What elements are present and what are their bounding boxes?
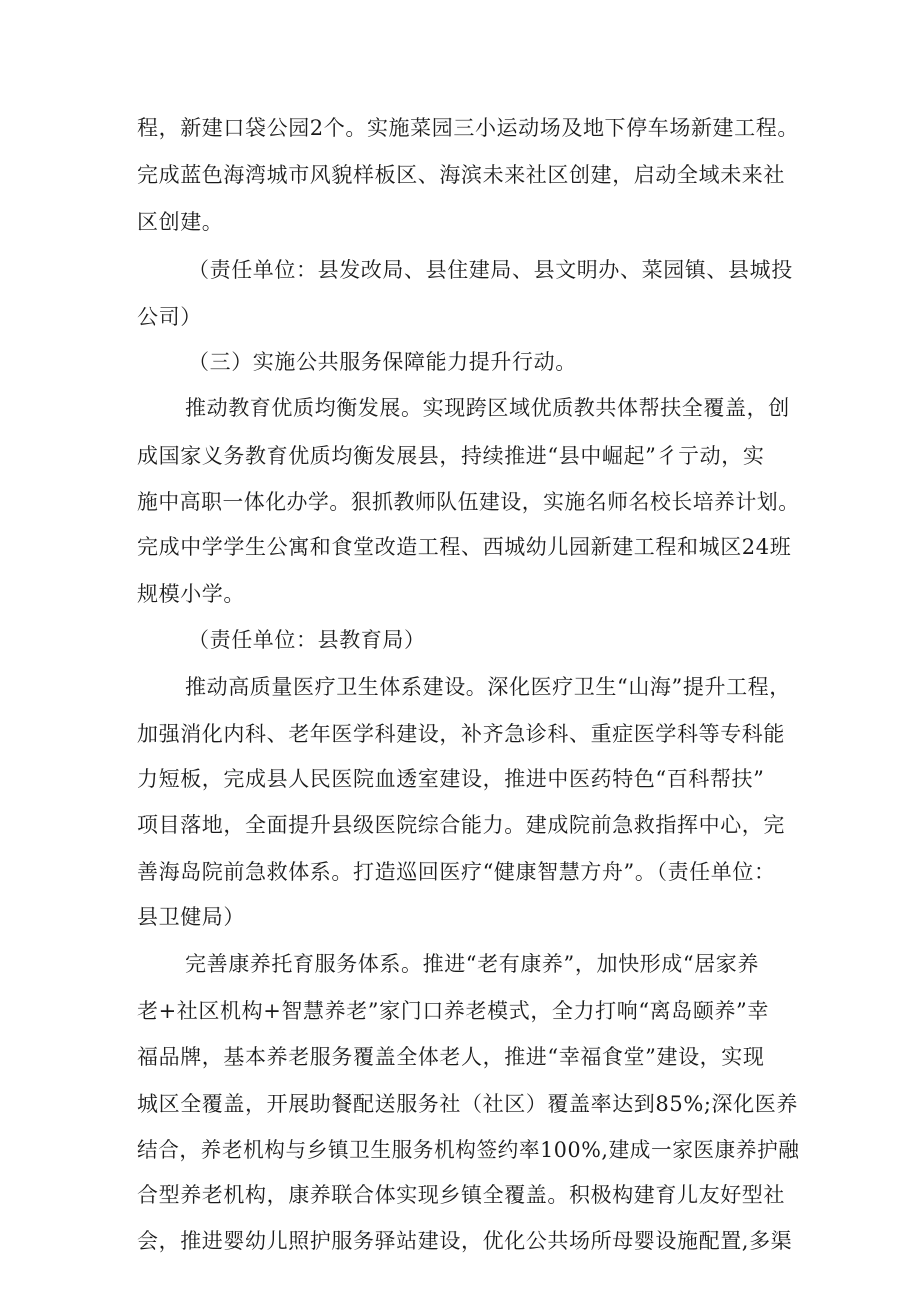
body-text-line: 县卫健局） <box>137 905 245 929</box>
responsibility-note: （责任单位：县教育局） <box>188 628 426 652</box>
body-text-line: 城区全覆盖，开展助餐配送服务社（社区）覆盖率达到85%;深化医养 <box>137 1092 798 1116</box>
body-text-line: 施中高职一体化办学。狠抓教师队伍建设，实施名师名校长培养计划。 <box>137 490 800 514</box>
body-text-line: 区创建。 <box>137 210 224 234</box>
body-text-line: 项目落地，全面提升县级医院综合能力。建成院前急救指挥中心，完 <box>137 813 785 837</box>
body-text-line: 结合，养老机构与乡镇卫生服务机构签约率100%,建成一家医康养护融 <box>137 1138 800 1162</box>
body-text-line: 老+社区机构+智慧养老”家门口养老模式，全力打响“离岛颐养”幸 <box>137 999 769 1023</box>
body-text-line: 完善康养托育服务体系。推进“老有康养”，加快形成“居家养 <box>185 952 760 976</box>
body-text-line: 力短板，完成县人民医院血透室建设，推进中医药特色“百科帮扶” <box>137 767 765 791</box>
body-text-line: 规模小学。 <box>137 582 245 606</box>
body-text-line: 会，推进婴幼儿照护服务驿站建设，优化公共场所母婴设施配置,多渠 <box>137 1229 793 1253</box>
body-text-line: 善海岛院前急救体系。打造巡回医疗“健康智慧方舟”。（责任单位： <box>137 860 776 884</box>
responsibility-note: （责任单位：县发改局、县住建局、县文明办、菜园镇、县城投 <box>188 258 793 282</box>
body-text-line: 成国家义务教育优质均衡发展县，持续推进“县中崛起”彳亍动，实 <box>137 444 765 468</box>
body-text-line: 程，新建口袋公园2个。实施菜园三小运动场及地下停车场新建工程。 <box>137 116 799 140</box>
body-text-line: 完成中学学生公寓和食堂改造工程、西城幼儿园新建工程和城区24班 <box>137 535 792 559</box>
body-text-line: 加强消化内科、老年医学科建设，补齐急诊科、重症医学科等专科能 <box>137 722 785 746</box>
body-text-line: 福品牌，基本养老服务覆盖全体老人，推进“幸福食堂”建设，实现 <box>137 1045 765 1069</box>
body-text-line: 合型养老机构，康养联合体实现乡镇全覆盖。积极构建育儿友好型社 <box>137 1183 785 1207</box>
section-heading: （三）实施公共服务保障能力提升行动。 <box>188 350 577 374</box>
body-text-line: 推动教育优质均衡发展。实现跨区域优质教共体帮扶全覆盖，创 <box>185 396 790 420</box>
body-text-line: 推动高质量医疗卫生体系建设。深化医疗卫生“山海”提升工程， <box>185 675 791 699</box>
body-text-line: 完成蓝色海湾城市风貌样板区、海滨未来社区创建，启动全域未来社 <box>137 163 785 187</box>
responsibility-note: 公司） <box>137 305 202 329</box>
